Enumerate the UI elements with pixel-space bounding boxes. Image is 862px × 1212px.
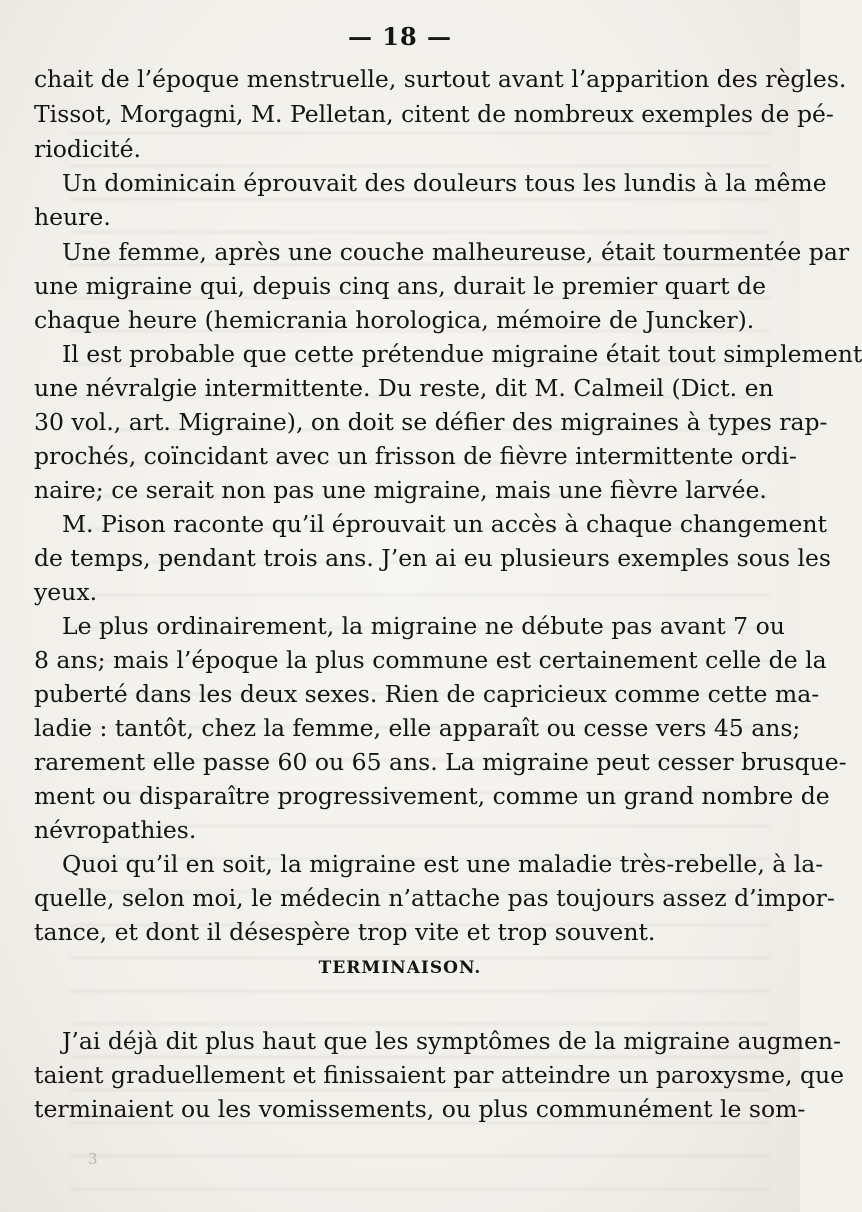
text-line: prochés, coïncidant avec un frisson de fièvre intermittente ordi- (34, 442, 797, 470)
text-line: quelle, selon moi, le médecin n’attache pas toujours assez d’impor- (34, 884, 835, 912)
text-line: Une femme, après une couche malheureuse, était tourmentée par (62, 238, 850, 266)
text-line: ladie : tantôt, chez la femme, elle apparaît ou cesse vers 45 ans; (34, 714, 801, 742)
text-line: Quoi qu’il en soit, la migraine est une maladie très-rebelle, à la- (62, 850, 824, 878)
text-line: 30 vol., art. Migraine), on doit se défier des migraines à types rap- (34, 408, 828, 436)
footer-mark: 3 (88, 1150, 98, 1168)
text-line: ment ou disparaître progressivement, comme un grand nombre de (34, 782, 830, 810)
text-line: M. Pison raconte qu’il éprouvait un accès à chaque changement (62, 510, 828, 538)
text-line: névropathies. (34, 816, 197, 844)
page-number: — 18 — (347, 22, 453, 51)
text-line: chaque heure (hemicrania horologica, mémoire de Juncker). (34, 306, 755, 334)
text-line: une migraine qui, depuis cinq ans, durait le premier quart de (34, 272, 766, 300)
section-heading: TERMINAISON. (318, 958, 482, 978)
text-line: chait de l’époque menstruelle, surtout avant l’apparition des règles. (34, 65, 847, 93)
text-line: heure. (34, 203, 111, 231)
text-line: Il est probable que cette prétendue migraine était tout simplement (62, 340, 862, 368)
text-line: riodicité. (34, 135, 141, 163)
text-line: taient graduellement et finissaient par atteindre un paroxysme, que (34, 1061, 845, 1089)
text-line: Le plus ordinairement, la migraine ne débute pas avant 7 ou (62, 612, 785, 640)
text-line: naire; ce serait non pas une migraine, mais une fièvre larvée. (34, 476, 767, 504)
text-line: terminaient ou les vomissements, ou plus communément le som- (34, 1095, 806, 1123)
text-line: yeux. (34, 578, 98, 606)
text-line: rarement elle passe 60 ou 65 ans. La migraine peut cesser brusque- (34, 748, 847, 776)
text-line: de temps, pendant trois ans. J’en ai eu plusieurs exemples sous les (34, 544, 831, 572)
text-line: J’ai déjà dit plus haut que les symptômes de la migraine augmen- (62, 1027, 841, 1055)
text-line: tance, et dont il désespère trop vite et trop souvent. (34, 918, 656, 946)
text-line: Un dominicain éprouvait des douleurs tous les lundis à la même (62, 169, 827, 197)
text-line: Tissot, Morgagni, M. Pelletan, citent de nombreux exemples de pé- (34, 100, 834, 128)
text-line: 8 ans; mais l’époque la plus commune est certainement celle de la (34, 646, 827, 674)
text-line: puberté dans les deux sexes. Rien de capricieux comme cette ma- (34, 680, 820, 708)
text-line: une névralgie intermittente. Du reste, dit M. Calmeil (Dict. en (34, 374, 774, 402)
